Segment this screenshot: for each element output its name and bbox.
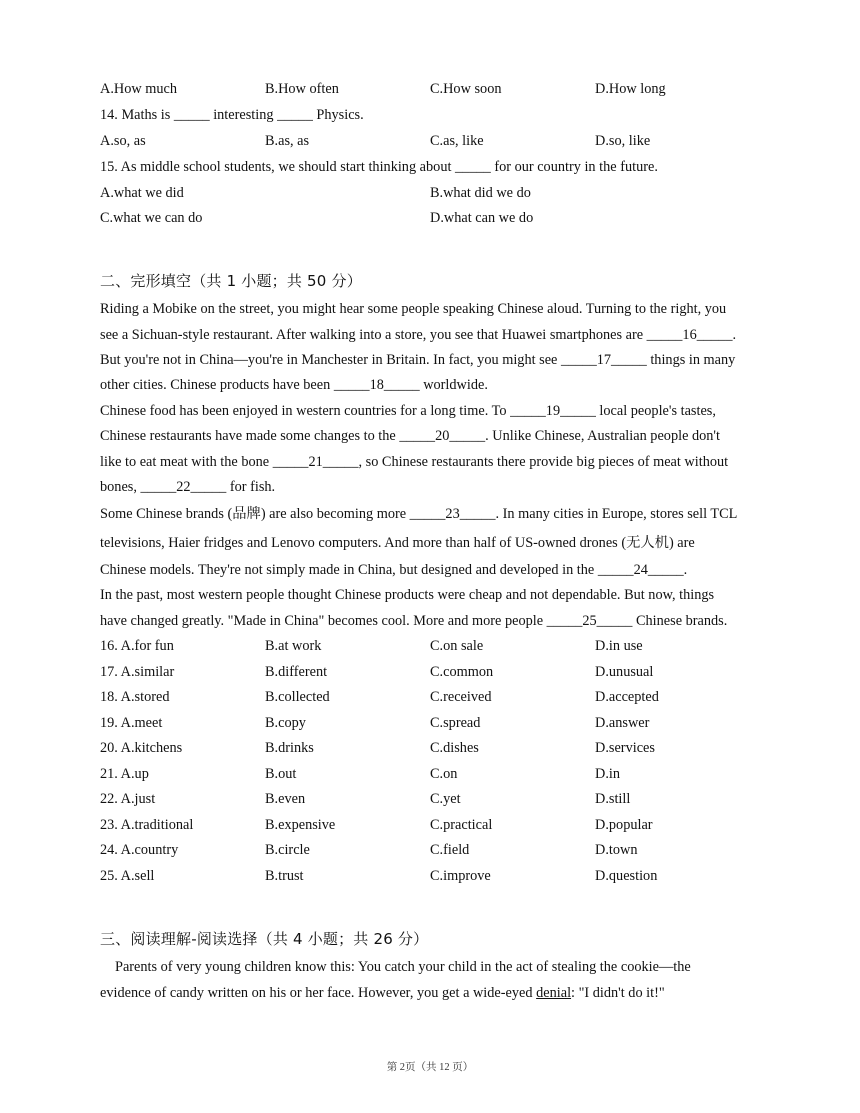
passage-line: other cities. Chinese products have been _____18_____ worldwide.: [100, 377, 488, 393]
option-b: B.expensive: [265, 817, 336, 833]
option-a: 17. A.similar: [100, 664, 175, 680]
page-footer: 第 2页（共 12 页）: [386, 1062, 474, 1073]
q14-option-a: A.so, as: [100, 133, 146, 149]
passage-line: like to eat meat with the bone _____21_____, so Chinese restaurants there provide big pieces of meat without: [100, 454, 729, 470]
reading-text: evidence of candy written on his or her face. However, you get a wide-eyed: [100, 985, 537, 1001]
option-row-19: [100, 714, 760, 732]
option-a: 24. A.country: [100, 842, 179, 858]
q14-options: [100, 132, 760, 150]
option-b: B.copy: [265, 715, 306, 731]
option-c: C.practical: [430, 817, 493, 833]
passage-line: Chinese models. They're not simply made in China, but designed and developed in the _____24_____.: [100, 562, 688, 578]
passage-line: Some Chinese brands (品牌) are also becoming more _____23_____. In many cities in Europe, stores sell TCL: [100, 506, 738, 522]
option-a: 21. A.up: [100, 766, 149, 782]
option-row-22: [100, 790, 760, 808]
section3-heading: 三、阅读理解-阅读选择（共 4 小题；共 26 分）: [100, 930, 429, 948]
passage-line: But you're not in China—you're in Manchester in Britain. In fact, you might see _____17_____ things in many: [100, 352, 736, 368]
option-c: C.yet: [430, 791, 461, 807]
underlined-word: denial: [536, 985, 572, 1001]
passage-line: In the past, most western people thought Chinese products were cheap and not dependable. But now, things: [100, 587, 715, 603]
option-b: B.even: [265, 791, 306, 807]
passage-line: bones, _____22_____ for fish.: [100, 479, 276, 495]
q15-options-row1: [100, 184, 760, 202]
option-d: D.question: [595, 868, 658, 884]
option-d: D.popular: [595, 817, 653, 833]
q15-option-b: B.what did we do: [430, 185, 531, 201]
option-c: C.on: [430, 766, 458, 782]
option-d: D.in: [595, 766, 621, 782]
option-a: 18. A.stored: [100, 689, 170, 705]
q15-option-a: A.what we did: [100, 185, 184, 201]
option-row-20: [100, 739, 760, 757]
option-row-23: [100, 816, 760, 834]
option-a: 25. A.sell: [100, 868, 155, 884]
option-c: C.spread: [430, 715, 481, 731]
passage-line: have changed greatly. "Made in China" becomes cool. More and more people _____25_____ Chinese brands.: [100, 613, 728, 629]
option-b: B.trust: [265, 868, 304, 884]
section2-heading: 二、完形填空（共 1 小题；共 50 分）: [100, 272, 362, 290]
option-b: B.collected: [265, 689, 330, 705]
option-d: D.answer: [595, 715, 650, 731]
option-d: D.accepted: [595, 689, 659, 705]
q14-stem: 14. Maths is _____ interesting _____ Physics.: [100, 107, 364, 123]
option-c: C.dishes: [430, 740, 479, 756]
option-row-25: [100, 867, 760, 885]
option-d: D.services: [595, 740, 655, 756]
option-row-21: [100, 765, 760, 783]
option-c: C.common: [430, 664, 494, 680]
option-d: D.unusual: [595, 664, 654, 680]
q13-option-d: D.How long: [595, 81, 666, 97]
option-row-24: [100, 841, 760, 859]
option-d: D.town: [595, 842, 638, 858]
passage-line: televisions, Haier fridges and Lenovo computers. And more than half of US-owned drones (无人机) are: [100, 535, 695, 551]
q15-options-row2: [100, 209, 760, 227]
passage-line: Chinese food has been enjoyed in western countries for a long time. To _____19_____ local people's tastes,: [100, 403, 716, 419]
option-a: 16. A.for fun: [100, 638, 174, 654]
passage-line: Riding a Mobike on the street, you might hear some people speaking Chinese aloud. Turning to the right, you: [100, 301, 727, 317]
q14-option-b: B.as, as: [265, 133, 310, 149]
option-b: B.drinks: [265, 740, 314, 756]
option-c: C.field: [430, 842, 470, 858]
option-row-17: [100, 663, 760, 681]
reading-passage-line: [100, 984, 665, 1002]
q15-stem: 15. As middle school students, we should start thinking about _____ for our country in the future.: [100, 159, 658, 175]
option-b: B.out: [265, 766, 297, 782]
option-a: 20. A.kitchens: [100, 740, 183, 756]
passage-line: see a Sichuan-style restaurant. After walking into a store, you see that Huawei smartphones are _____16_____.: [100, 327, 737, 343]
q13-option-c: C.How soon: [430, 81, 502, 97]
q14-option-d: D.so, like: [595, 133, 651, 149]
option-row-18: [100, 688, 760, 706]
option-d: D.still: [595, 791, 631, 807]
q15-option-c: C.what we can do: [100, 210, 203, 226]
reading-passage-line: Parents of very young children know this: You catch your child in the act of stealing the cookie—the: [115, 959, 691, 975]
passage-line: Chinese restaurants have made some changes to the _____20_____. Unlike Chinese, Australian people don't: [100, 428, 720, 444]
option-b: B.at work: [265, 638, 322, 654]
q13-option-b: B.How often: [265, 81, 339, 97]
option-d: D.in use: [595, 638, 643, 654]
reading-text: : "I didn't do it!": [571, 985, 665, 1001]
option-b: B.different: [265, 664, 328, 680]
option-c: C.on sale: [430, 638, 484, 654]
q13-options: [100, 80, 760, 98]
q13-option-a: A.How much: [100, 81, 178, 97]
q15-option-d: D.what can we do: [430, 210, 534, 226]
option-c: C.received: [430, 689, 492, 705]
option-c: C.improve: [430, 868, 491, 884]
q14-option-c: C.as, like: [430, 133, 484, 149]
option-row-16: [100, 637, 760, 655]
option-b: B.circle: [265, 842, 310, 858]
option-a: 23. A.traditional: [100, 817, 194, 833]
option-a: 22. A.just: [100, 791, 156, 807]
option-a: 19. A.meet: [100, 715, 163, 731]
